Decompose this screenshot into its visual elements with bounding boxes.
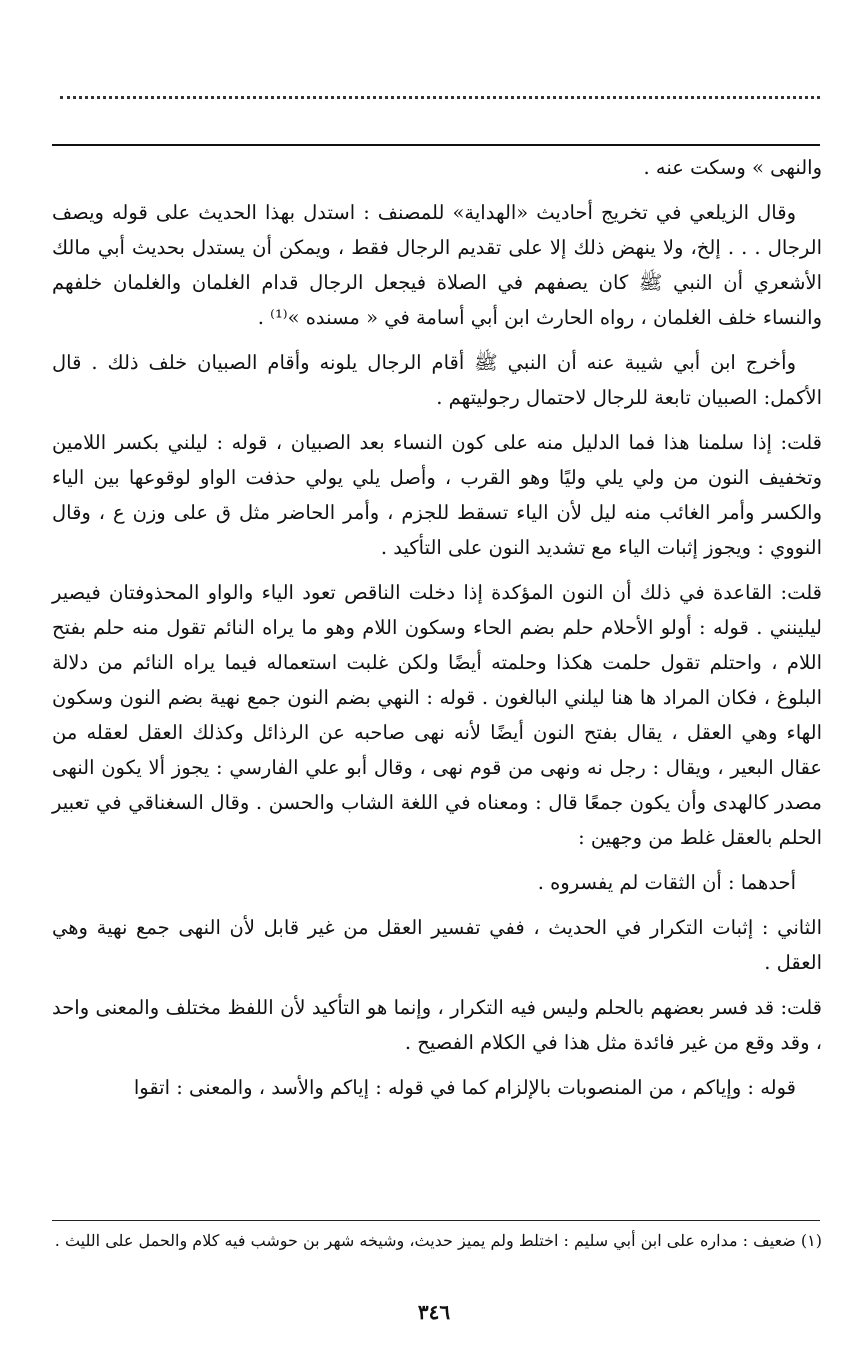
paragraph: أحدهما : أن الثقات لم يفسروه . (537, 871, 796, 894)
footnote-rule (52, 1220, 820, 1221)
paragraph: والنهى » وسكت عنه . (643, 156, 822, 179)
paragraph: وأخرج ابن أبي شيبة عنه أن النبي ﷺ أقام الرجال يلونه وأقام الصبيان خلف ذلك . قال الأكمل: الصبيان تابعة للرجال لاحتمال رجوليتهم . (52, 351, 822, 409)
page-number: ٣٤٦ (417, 1300, 451, 1324)
paragraph: قلت: إذا سلمنا هذا فما الدليل منه على كون النساء بعد الصبيان ، قوله : ليلني بكسر اللامين وتخفيف النون من ولي يلي وليًا وهو القرب ، وأصل يلي يولي حذفت الواو لوقوعها بين الياء والكسر وأمر الغائب منه ليل لأن الياء تسقط للجزم ، وأمر الحاضر مثل ق على وزن ع ، وقال النووي : ويجوز إثبات الياء مع تشديد النون على التأكيد . (52, 431, 822, 559)
top-rule (52, 144, 820, 146)
paragraph: الثاني : إثبات التكرار في الحديث ، ففي تفسير العقل من غير قابل لأن النهى جمع نهية وهي العقل . (52, 916, 822, 974)
footnote: (١) ضعيف : مداره على ابن أبي سليم : اختلط ولم يميز حديث، وشيخه شهر بن حوشب فيه كلام والحمل على الليث . (54, 1231, 822, 1250)
paragraph: قوله : وإياكم ، من المنصوبات بالإلزام كما في قوله : إياكم والأسد ، والمعنى : اتقوا (133, 1076, 796, 1099)
paragraph: وقال الزيلعي في تخريج أحاديث «الهداية» للمصنف : استدل بهذا الحديث على قوله ويصف الرجال . . . إلخ، ولا ينهض ذلك إلا على تقديم الرجال فقط ، ويمكن أن يستدل بحديث أبي مالك الأشعري أن النبي ﷺ كان يصفهم في الصلاة فيجعل الرجال قدام الغلمان والغلمان خلفهم والنساء خلف الغلمان ، رواه الحارث ابن أبي أسامة في « مسنده »⁽¹⁾ . (52, 201, 822, 329)
paragraph: قلت: قد فسر بعضهم بالحلم وليس فيه التكرار ، وإنما هو التأكيد لأن اللفظ مختلف والمعنى واحد ، وقد وقع من غير فائدة مثل هذا في الكلام الفصيح . (52, 996, 822, 1054)
main-text (52, 150, 822, 1111)
leader-dots (60, 88, 820, 99)
paragraph: قلت: القاعدة في ذلك أن النون المؤكدة إذا دخلت الناقص تعود الياء والواو المحذوفتان فيصير ليلينني . قوله : أولو الأحلام حلم بضم الحاء وسكون اللام وهو ما يراه النائم تقول منه حلم بفتح اللام ، واحتلم تقول حلمت هكذا وحلمته أيضًا ولكن غلبت استعماله فيما يراه النائم من دلالة البلوغ ، فكان المراد ها هنا ليلني البالغون . قوله : النهي بضم النون جمع نهية بضم النون وسكون الهاء وهي العقل ، يقال بفتح النون أيضًا لأنه نهى صاحبه عن الرذائل وكذلك العقل لعقله من عقال البعير ، ويقال : رجل نه ونهى من قوم نهى ، وقال أبو علي الفارسي : يجوز ألا يكون النهى مصدر كالهدى وأن يكون جمعًا قال : ومعناه في اللغة الشاب والحسن . وقال السغناقي في تعبير الحلم بالعقل غلط من وجهين : (52, 581, 822, 849)
